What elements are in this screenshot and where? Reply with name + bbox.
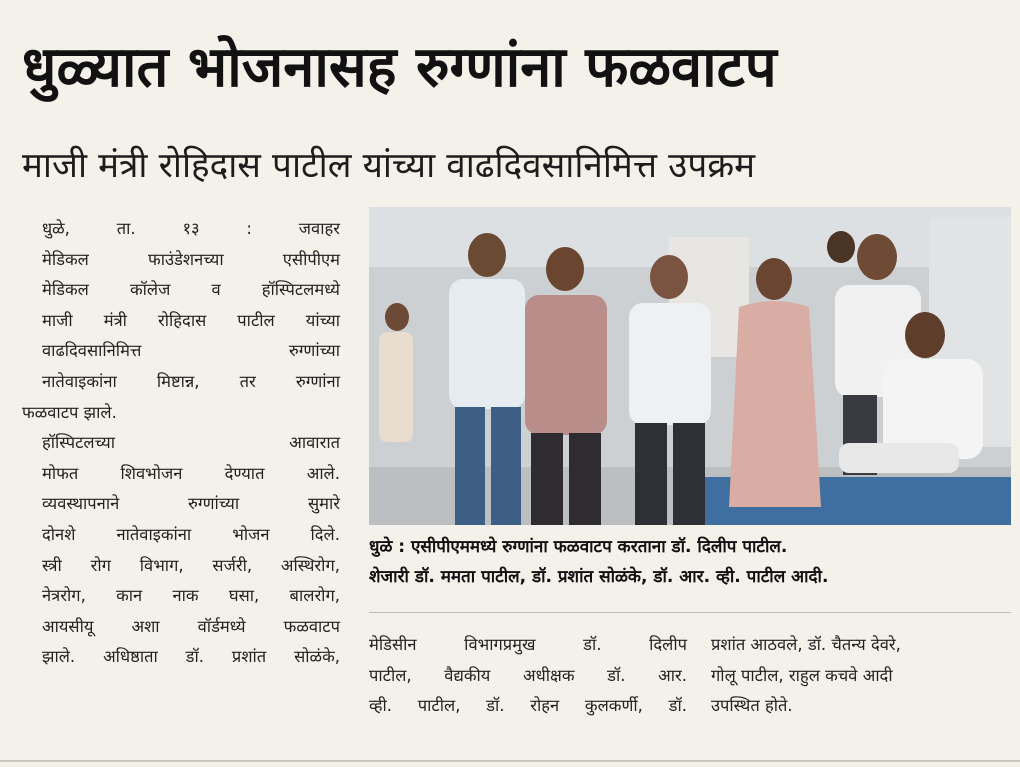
text-line: नेत्ररोग, कान नाक घसा, बालरोग, <box>42 586 340 606</box>
text-line: धुळे, ता. १३ : जवाहर <box>42 219 340 238</box>
headline: धुळ्यात भोजनासह रुग्णांना फळवाटप <box>22 35 777 100</box>
text-line: मेडिकल फाउंडेशनच्या एसीपीएम <box>42 249 340 269</box>
article-paragraph-1-end <box>22 398 340 429</box>
text-line: माजी मंत्री रोहिदास पाटील यांच्या <box>42 310 340 330</box>
caption-line: धुळे : एसीपीएममध्ये रुग्णांना फळवाटप करताना डॉ. दिलीप पाटील. <box>369 537 788 557</box>
text-line: मेडिसीन विभागप्रमुख डॉ. दिलीप <box>369 635 687 654</box>
text-line: मेडिकल कॉलेज व हॉस्पिटलमध्ये <box>42 280 340 300</box>
text-line: नातेवाइकांना मिष्टान्न, तर रुग्णांना <box>42 371 340 391</box>
page-edge-rule <box>0 760 1020 762</box>
article-middle-column <box>369 630 687 722</box>
text-line: गोलू पाटील, राहुल कचवे आदी <box>711 665 893 685</box>
article-right-column <box>711 630 1011 722</box>
photo-illustration <box>369 207 1011 525</box>
article-left-column <box>22 214 340 673</box>
text-line: वाढदिवसानिमित्त रुग्णांच्या <box>42 341 340 361</box>
text-line: व्ही. पाटील, डॉ. रोहन कुलकर्णी, डॉ. <box>369 696 687 716</box>
text-line: प्रशांत आठवले, डॉ. चैतन्य देवरे, <box>711 635 901 654</box>
text-line: उपस्थित होते. <box>711 696 793 716</box>
news-photo <box>369 207 1011 525</box>
text-line: फळवाटप झाले. <box>22 402 117 422</box>
text-line: झाले. अधिष्ठाता डॉ. प्रशांत सोळंके, <box>42 647 340 667</box>
text-line: दोनशे नातेवाइकांना भोजन दिले. <box>42 524 340 544</box>
text-line: पाटील, वैद्यकीय अधीक्षक डॉ. आर. <box>369 665 687 685</box>
article-paragraph-1 <box>22 214 340 398</box>
text-line: स्त्री रोग विभाग, सर्जरी, अस्थिरोग, <box>42 555 340 575</box>
text-line: हॉस्पिटलच्या आवारात <box>42 433 340 453</box>
divider <box>369 612 1011 613</box>
article-paragraph-2 <box>22 428 340 673</box>
text-line: व्यवस्थापनाने रुग्णांच्या सुमारे <box>42 494 340 514</box>
text-line: आयसीयू अशा वॉर्डमध्ये फळवाटप <box>42 616 340 636</box>
subheadline: माजी मंत्री रोहिदास पाटील यांच्या वाढदिवसानिमित्त उपक्रम <box>22 146 756 186</box>
photo-caption <box>369 532 1011 592</box>
caption-line: शेजारी डॉ. ममता पाटील, डॉ. प्रशांत सोळंके, डॉ. आर. व्ही. पाटील आदी. <box>369 567 829 587</box>
text-line: मोफत शिवभोजन देण्यात आले. <box>42 463 340 483</box>
